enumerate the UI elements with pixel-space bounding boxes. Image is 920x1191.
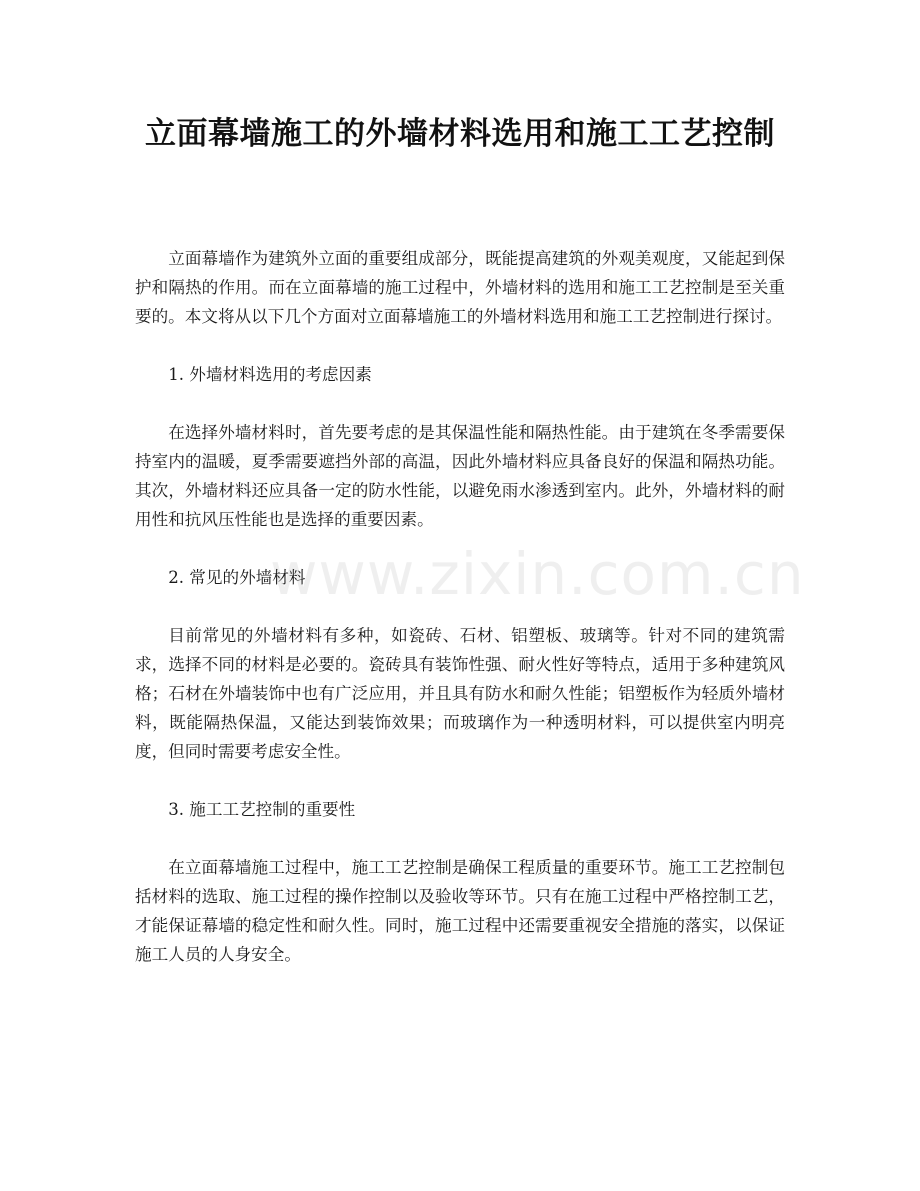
section-paragraph: 在选择外墙材料时，首先要考虑的是其保温性能和隔热性能。由于建筑在冬季需要保持室内的温暖，夏季需要遮挡外部的高温，因此外墙材料应具备良好的保温和隔热功能。其次，外墙材料还应具备一定的防水性能，以避免雨水渗透到室内。此外，外墙材料的耐用性和抗风压性能也是选择的重要因素。 (135, 423, 785, 529)
section-paragraph: 目前常见的外墙材料有多种，如瓷砖、石材、铝塑板、玻璃等。针对不同的建筑需求，选择不同的材料是必要的。瓷砖具有装饰性强、耐火性好等特点，适用于多种建筑风格；石材在外墙装饰中也有广泛应用，并且具有防水和耐久性能；铝塑板作为轻质外墙材料，既能隔热保温，又能达到装饰效果；而玻璃作为一种透明材料，可以提供室内明亮度，但同时需要考虑安全性。 (135, 626, 785, 761)
section-paragraph: 在立面幕墙施工过程中，施工工艺控制是确保工程质量的重要环节。施工工艺控制包括材料的选取、施工过程的操作控制以及验收等环节。只有在施工过程中严格控制工艺，才能保证幕墙的稳定性和耐久性。同时，施工过程中还需要重视安全措施的落实，以保证施工人员的人身安全。 (135, 858, 785, 964)
page-title: 立面幕墙施工的外墙材料选用和施工工艺控制 (145, 116, 775, 152)
watermark: www.zixin.com.cn (270, 540, 805, 608)
section-heading: 2. 常见的外墙材料 (168, 568, 306, 587)
section-heading: 3. 施工工艺控制的重要性 (168, 800, 356, 819)
section-heading: 1. 外墙材料选用的考虑因素 (168, 365, 372, 384)
document-body (135, 244, 805, 998)
intro-paragraph: 立面幕墙作为建筑外立面的重要组成部分，既能提高建筑的外观美观度，又能起到保护和隔热的作用。而在立面幕墙的施工过程中，外墙材料的选用和施工工艺控制是至关重要的。本文将从以下几个方面对立面幕墙施工的外墙材料选用和施工工艺控制进行探讨。 (135, 249, 785, 326)
